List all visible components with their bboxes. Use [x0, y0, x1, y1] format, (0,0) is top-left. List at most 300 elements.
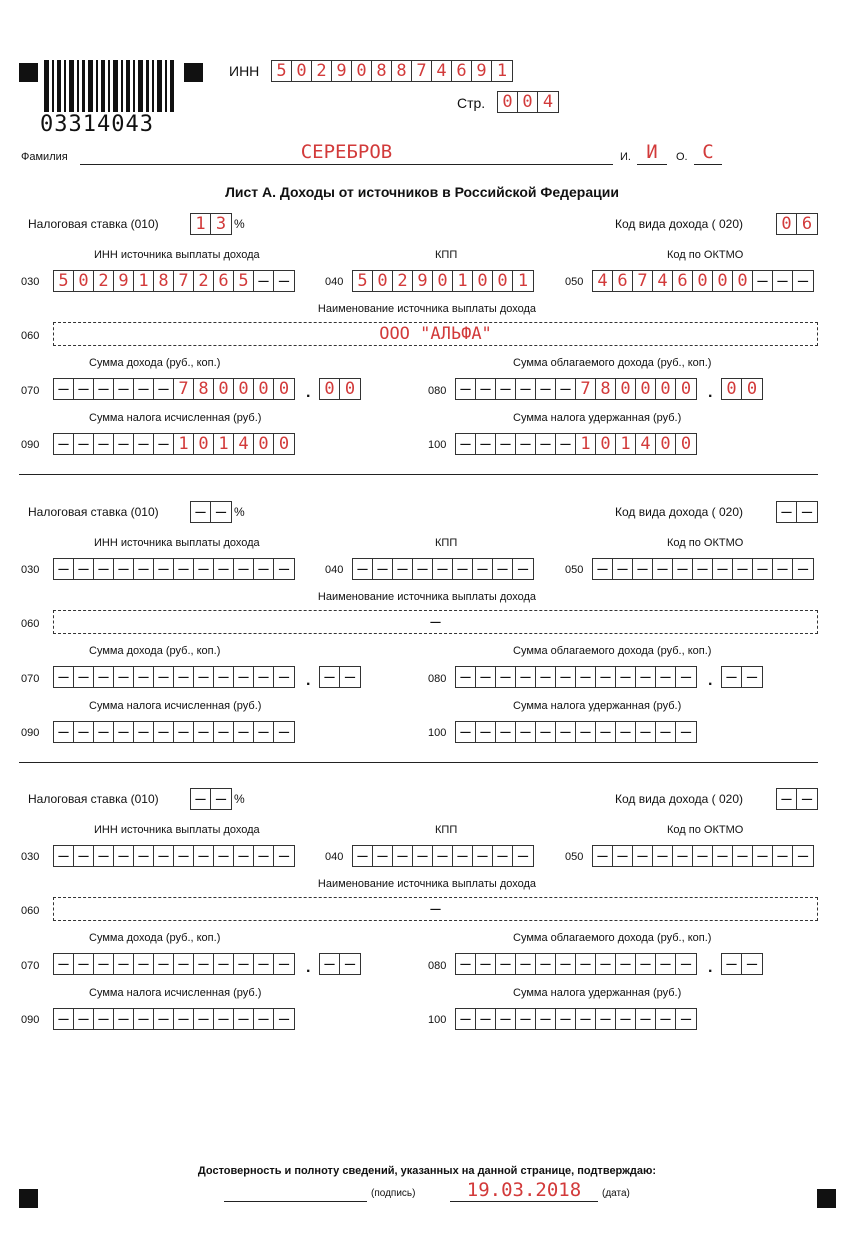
digit-cell: –	[656, 1009, 676, 1029]
digit-cell: –	[456, 954, 476, 974]
tax-calc-cells[interactable]	[53, 433, 295, 455]
digit-cell: –	[94, 667, 114, 687]
digit-cell: –	[777, 502, 797, 522]
first-initial-field[interactable]	[637, 164, 667, 165]
corner-marker	[817, 1189, 836, 1208]
digit-cell: –	[214, 1009, 234, 1029]
income-code-cells[interactable]	[776, 213, 818, 235]
percent-sign: %	[234, 505, 245, 519]
digit-cell: –	[693, 846, 713, 866]
digit-cell: –	[536, 379, 556, 399]
digit-cell: –	[114, 379, 134, 399]
signature-field[interactable]	[224, 1201, 367, 1202]
first-initial-value: И	[646, 141, 658, 163]
digit-cell: –	[777, 789, 797, 809]
digit-cell: –	[373, 559, 393, 579]
barcode	[42, 60, 182, 112]
digit-cell: –	[616, 667, 636, 687]
digit-cell: –	[613, 846, 633, 866]
income-code-label: Код вида дохода ( 020)	[615, 792, 743, 806]
digit-cell: 9	[332, 61, 352, 81]
digit-cell: –	[54, 722, 74, 742]
digit-cell: –	[616, 722, 636, 742]
digit-cell: –	[493, 559, 513, 579]
digit-cell: –	[134, 559, 154, 579]
surname-field[interactable]	[80, 164, 613, 165]
digit-cell: –	[456, 434, 476, 454]
digit-cell: 9	[114, 271, 134, 291]
digit-cell: –	[476, 434, 496, 454]
kpp-label: КПП	[435, 824, 458, 836]
oktmo-cells[interactable]	[592, 558, 814, 580]
digit-cell: 7	[412, 61, 432, 81]
digit-cell: –	[453, 846, 473, 866]
digit-cell: 5	[353, 271, 373, 291]
digit-cell: –	[653, 846, 673, 866]
digit-cell: –	[214, 667, 234, 687]
income-rub-cells[interactable]	[53, 666, 295, 688]
code-100: 100	[428, 727, 447, 739]
digit-cell: 4	[542, 91, 554, 112]
digit-cell: –	[576, 954, 596, 974]
inn-label: ИНН	[229, 63, 260, 79]
income-rub-cells[interactable]	[53, 953, 295, 975]
digit-cell: –	[456, 379, 476, 399]
digit-cell: 1	[496, 60, 508, 81]
digit-cell: –	[473, 846, 493, 866]
digit-cell: 0	[636, 379, 656, 399]
signature-label: (подпись)	[371, 1188, 416, 1199]
tax-rate-cells[interactable]	[190, 501, 232, 523]
digit-cell: 0	[320, 379, 340, 399]
digit-cell: –	[801, 501, 813, 522]
digit-cell: –	[556, 379, 576, 399]
digit-cell: –	[74, 379, 94, 399]
digit-cell: –	[797, 270, 809, 291]
digit-cell: –	[194, 722, 214, 742]
digit-cell: –	[194, 559, 214, 579]
tax-calc-cells[interactable]	[53, 721, 295, 743]
digit-cell: –	[517, 558, 529, 579]
tax-withheld-label: Сумма налога удержанная (руб.)	[513, 700, 682, 712]
digit-cell: 7	[174, 379, 194, 399]
digit-cell: –	[733, 846, 753, 866]
digit-cell: –	[636, 954, 656, 974]
digit-cell: 0	[74, 271, 94, 291]
digit-cell: –	[94, 954, 114, 974]
digit-cell: –	[656, 722, 676, 742]
digit-cell: 0	[518, 92, 538, 112]
decimal-point: .	[306, 384, 311, 401]
digit-cell: –	[94, 379, 114, 399]
digit-cell: –	[516, 667, 536, 687]
digit-cell: –	[536, 954, 556, 974]
digit-cell: –	[680, 953, 692, 974]
digit-cell: –	[656, 954, 676, 974]
digit-cell: –	[596, 954, 616, 974]
digit-cell: 2	[194, 271, 214, 291]
digit-cell: 9	[472, 61, 492, 81]
digit-cell: –	[496, 667, 516, 687]
code-040: 040	[325, 851, 344, 863]
digit-cell: –	[680, 721, 692, 742]
source-name-value: –	[430, 899, 441, 919]
digit-cell: –	[496, 1009, 516, 1029]
digit-cell: –	[653, 559, 673, 579]
digit-cell: –	[496, 954, 516, 974]
digit-cell: –	[373, 846, 393, 866]
digit-cell: –	[254, 667, 274, 687]
digit-cell: –	[94, 559, 114, 579]
digit-cell: 1	[174, 434, 194, 454]
source-name-value: –	[430, 612, 441, 632]
digit-cell: –	[476, 667, 496, 687]
digit-cell: –	[746, 666, 758, 687]
income-rub-cells[interactable]	[53, 378, 295, 400]
code-080: 080	[428, 673, 447, 685]
digit-cell: –	[154, 954, 174, 974]
decimal-point: .	[306, 672, 311, 689]
digit-cell: –	[234, 1009, 254, 1029]
digit-cell: –	[320, 667, 340, 687]
digit-cell: –	[194, 954, 214, 974]
digit-cell: –	[234, 667, 254, 687]
digit-cell: –	[596, 722, 616, 742]
digit-cell: –	[74, 667, 94, 687]
digit-cell: 0	[596, 434, 616, 454]
tax-withheld-cells[interactable]	[455, 721, 697, 743]
digit-cell: –	[576, 722, 596, 742]
income-kop-cells[interactable]	[319, 666, 361, 688]
tax-rate-label: Налоговая ставка (010)	[28, 217, 159, 231]
source-name-field[interactable]	[53, 322, 818, 346]
digit-cell: –	[773, 559, 793, 579]
digit-cell: –	[596, 1009, 616, 1029]
digit-cell: –	[114, 667, 134, 687]
digit-cell: 6	[613, 271, 633, 291]
taxable-rub-cells[interactable]	[455, 953, 697, 975]
income-code-cells[interactable]	[776, 788, 818, 810]
digit-cell: –	[214, 954, 234, 974]
income-code-cells[interactable]	[776, 501, 818, 523]
digit-cell: –	[134, 379, 154, 399]
date-field[interactable]	[450, 1201, 598, 1202]
digit-cell: 0	[656, 434, 676, 454]
source-name-field[interactable]	[53, 610, 818, 634]
digit-cell: 0	[214, 379, 234, 399]
digit-cell: –	[433, 559, 453, 579]
digit-cell: –	[393, 846, 413, 866]
digit-cell: –	[797, 558, 809, 579]
digit-cell: 0	[746, 378, 758, 399]
patronymic-initial-field[interactable]	[694, 164, 722, 165]
digit-cell: 2	[393, 271, 413, 291]
oktmo-cells[interactable]	[592, 270, 814, 292]
kpp-cells[interactable]	[352, 558, 534, 580]
taxable-rub-cells[interactable]	[455, 666, 697, 688]
code-090: 090	[21, 727, 40, 739]
code-060: 060	[21, 905, 40, 917]
code-050: 050	[565, 851, 584, 863]
digit-cell: 9	[413, 271, 433, 291]
digit-cell: –	[722, 954, 742, 974]
digit-cell: 4	[432, 61, 452, 81]
digit-cell: 8	[154, 271, 174, 291]
digit-cell: –	[74, 846, 94, 866]
digit-cell: –	[517, 845, 529, 866]
digit-cell: –	[94, 1009, 114, 1029]
confirmation-text: Достоверность и полноту сведений, указанных на данной странице, подтверждаю:	[197, 1165, 657, 1177]
digit-cell: –	[134, 667, 154, 687]
digit-cell: –	[496, 434, 516, 454]
digit-cell: –	[753, 846, 773, 866]
digit-cell: 1	[191, 214, 211, 234]
digit-cell: –	[516, 434, 536, 454]
digit-cell: –	[613, 559, 633, 579]
digit-cell: 0	[680, 378, 692, 399]
oktmo-label: Код по ОКТМО	[667, 824, 744, 836]
tax-calc-cells[interactable]	[53, 1008, 295, 1030]
digit-cell: –	[413, 559, 433, 579]
income-kop-cells[interactable]	[319, 953, 361, 975]
digit-cell: –	[191, 502, 211, 522]
code-030: 030	[21, 276, 40, 288]
digit-cell: –	[733, 559, 753, 579]
digit-cell: –	[278, 270, 290, 291]
digit-cell: –	[134, 1009, 154, 1029]
digit-cell: –	[680, 1008, 692, 1029]
digit-cell: –	[576, 1009, 596, 1029]
digit-cell: –	[713, 559, 733, 579]
digit-cell: 0	[234, 379, 254, 399]
digit-cell: 8	[372, 61, 392, 81]
digit-cell: 7	[174, 271, 194, 291]
digit-cell: –	[536, 667, 556, 687]
digit-cell: –	[74, 434, 94, 454]
digit-cell: –	[516, 379, 536, 399]
corner-marker	[19, 1189, 38, 1208]
digit-cell: –	[673, 559, 693, 579]
digit-cell: –	[393, 559, 413, 579]
decimal-point: .	[708, 672, 713, 689]
digit-cell: 4	[653, 271, 673, 291]
digit-cell: 5	[234, 271, 254, 291]
corner-marker	[19, 63, 38, 82]
digit-cell: –	[134, 846, 154, 866]
taxable-kop-cells[interactable]	[721, 666, 763, 688]
income-sum-label: Сумма дохода (руб., коп.)	[89, 357, 221, 369]
percent-sign: %	[234, 217, 245, 231]
digit-cell: –	[134, 722, 154, 742]
digit-cell: –	[596, 667, 616, 687]
digit-cell: –	[278, 1008, 290, 1029]
digit-cell: 4	[593, 271, 613, 291]
digit-cell: 0	[777, 214, 797, 234]
digit-cell: –	[54, 1009, 74, 1029]
digit-cell: –	[54, 667, 74, 687]
surname-value: СЕРЕБРОВ	[300, 141, 393, 163]
source-name-field[interactable]	[53, 897, 818, 921]
tax-withheld-cells[interactable]	[455, 433, 697, 455]
digit-cell: 2	[312, 61, 332, 81]
digit-cell: –	[174, 722, 194, 742]
digit-cell: –	[278, 721, 290, 742]
digit-cell: –	[556, 667, 576, 687]
digit-cell: 2	[94, 271, 114, 291]
page-label: Стр.	[457, 95, 486, 111]
digit-cell: 4	[636, 434, 656, 454]
digit-cell: –	[556, 434, 576, 454]
digit-cell: –	[278, 845, 290, 866]
code-050: 050	[565, 276, 584, 288]
decimal-point: .	[306, 959, 311, 976]
digit-cell: 0	[373, 271, 393, 291]
digit-cell: 6	[452, 61, 472, 81]
digit-cell: 5	[54, 271, 74, 291]
taxpayer-inn-cells[interactable]	[271, 60, 513, 82]
taxable-rub-cells[interactable]	[455, 378, 697, 400]
taxable-sum-label: Сумма облагаемого дохода (руб., коп.)	[513, 357, 712, 369]
digit-cell: –	[616, 954, 636, 974]
digit-cell: 0	[254, 434, 274, 454]
page-number-cells[interactable]	[497, 91, 559, 113]
digit-cell: –	[593, 559, 613, 579]
tax-rate-cells[interactable]	[190, 213, 232, 235]
tax-calc-label: Сумма налога исчисленная (руб.)	[89, 700, 262, 712]
digit-cell: –	[693, 559, 713, 579]
decimal-point: .	[708, 384, 713, 401]
taxable-kop-cells[interactable]	[721, 378, 763, 400]
digit-cell: 0	[278, 433, 290, 454]
digit-cell: 6	[673, 271, 693, 291]
digit-cell: 0	[733, 271, 753, 291]
digit-cell: 1	[616, 434, 636, 454]
digit-cell: –	[174, 667, 194, 687]
digit-cell: –	[456, 667, 476, 687]
digit-cell: –	[636, 1009, 656, 1029]
digit-cell: –	[536, 722, 556, 742]
taxable-kop-cells[interactable]	[721, 953, 763, 975]
digit-cell: 6	[801, 213, 813, 234]
digit-cell: –	[753, 271, 773, 291]
digit-cell: –	[214, 559, 234, 579]
digit-cell: 0	[278, 378, 290, 399]
digit-cell: –	[453, 559, 473, 579]
digit-cell: –	[114, 559, 134, 579]
oktmo-cells[interactable]	[592, 845, 814, 867]
tax-rate-cells[interactable]	[190, 788, 232, 810]
digit-cell: –	[673, 846, 693, 866]
digit-cell: –	[94, 846, 114, 866]
sheet-title: Лист А. Доходы от источников в Российской Федерации	[225, 184, 619, 200]
code-030: 030	[21, 564, 40, 576]
digit-cell: –	[576, 667, 596, 687]
source-inn-label: ИНН источника выплаты дохода	[94, 824, 260, 836]
kpp-label: КПП	[435, 249, 458, 261]
patronymic-initial-value: С	[702, 141, 714, 163]
source-name-label: Наименование источника выплаты дохода	[317, 878, 537, 890]
kpp-cells[interactable]	[352, 845, 534, 867]
code-070: 070	[21, 385, 40, 397]
digit-cell: –	[154, 667, 174, 687]
source-inn-cells[interactable]	[53, 558, 295, 580]
digit-cell: 0	[433, 271, 453, 291]
digit-cell: –	[773, 271, 793, 291]
digit-cell: –	[114, 954, 134, 974]
income-code-label: Код вида дохода ( 020)	[615, 505, 743, 519]
digit-cell: –	[214, 722, 234, 742]
digit-cell: 1	[214, 434, 234, 454]
source-inn-cells[interactable]	[53, 270, 295, 292]
code-070: 070	[21, 673, 40, 685]
corner-marker	[184, 63, 203, 82]
digit-cell: –	[516, 954, 536, 974]
digit-cell: –	[680, 666, 692, 687]
digit-cell: –	[74, 722, 94, 742]
digit-cell: –	[456, 722, 476, 742]
section-divider	[19, 474, 818, 475]
digit-cell: –	[254, 722, 274, 742]
source-inn-label: ИНН источника выплаты дохода	[94, 537, 260, 549]
digit-cell: 8	[194, 379, 214, 399]
digit-cell: –	[234, 559, 254, 579]
digit-cell: 1	[134, 271, 154, 291]
code-090: 090	[21, 1014, 40, 1026]
tax-calc-label: Сумма налога исчисленная (руб.)	[89, 987, 262, 999]
code-090: 090	[21, 439, 40, 451]
digit-cell: –	[353, 559, 373, 579]
digit-cell: –	[234, 954, 254, 974]
digit-cell: –	[114, 846, 134, 866]
taxable-sum-label: Сумма облагаемого дохода (руб., коп.)	[513, 645, 712, 657]
digit-cell: –	[456, 1009, 476, 1029]
source-inn-cells[interactable]	[53, 845, 295, 867]
tax-withheld-cells[interactable]	[455, 1008, 697, 1030]
tax-rate-label: Налоговая ставка (010)	[28, 792, 159, 806]
income-sum-label: Сумма дохода (руб., коп.)	[89, 932, 221, 944]
income-kop-cells[interactable]	[319, 378, 361, 400]
digit-cell: 4	[234, 434, 254, 454]
digit-cell: –	[278, 953, 290, 974]
tax-withheld-label: Сумма налога удержанная (руб.)	[513, 987, 682, 999]
digit-cell: –	[536, 434, 556, 454]
digit-cell: –	[154, 1009, 174, 1029]
digit-cell: –	[94, 722, 114, 742]
date-label: (дата)	[602, 1188, 630, 1199]
digit-cell: 0	[616, 379, 636, 399]
digit-cell: –	[773, 846, 793, 866]
digit-cell: –	[74, 954, 94, 974]
code-070: 070	[21, 960, 40, 972]
surname-label: Фамилия	[21, 151, 68, 163]
digit-cell: –	[114, 434, 134, 454]
digit-cell: –	[278, 666, 290, 687]
code-080: 080	[428, 385, 447, 397]
digit-cell: –	[636, 722, 656, 742]
digit-cell: –	[254, 1009, 274, 1029]
digit-cell: –	[493, 846, 513, 866]
digit-cell: –	[54, 559, 74, 579]
digit-cell: –	[413, 846, 433, 866]
digit-cell: –	[74, 1009, 94, 1029]
digit-cell: –	[254, 846, 274, 866]
digit-cell: 0	[713, 271, 733, 291]
digit-cell: 0	[656, 379, 676, 399]
digit-cell: –	[134, 434, 154, 454]
digit-cell: –	[476, 954, 496, 974]
kpp-cells[interactable]	[352, 270, 534, 292]
tax-rate-label: Налоговая ставка (010)	[28, 505, 159, 519]
